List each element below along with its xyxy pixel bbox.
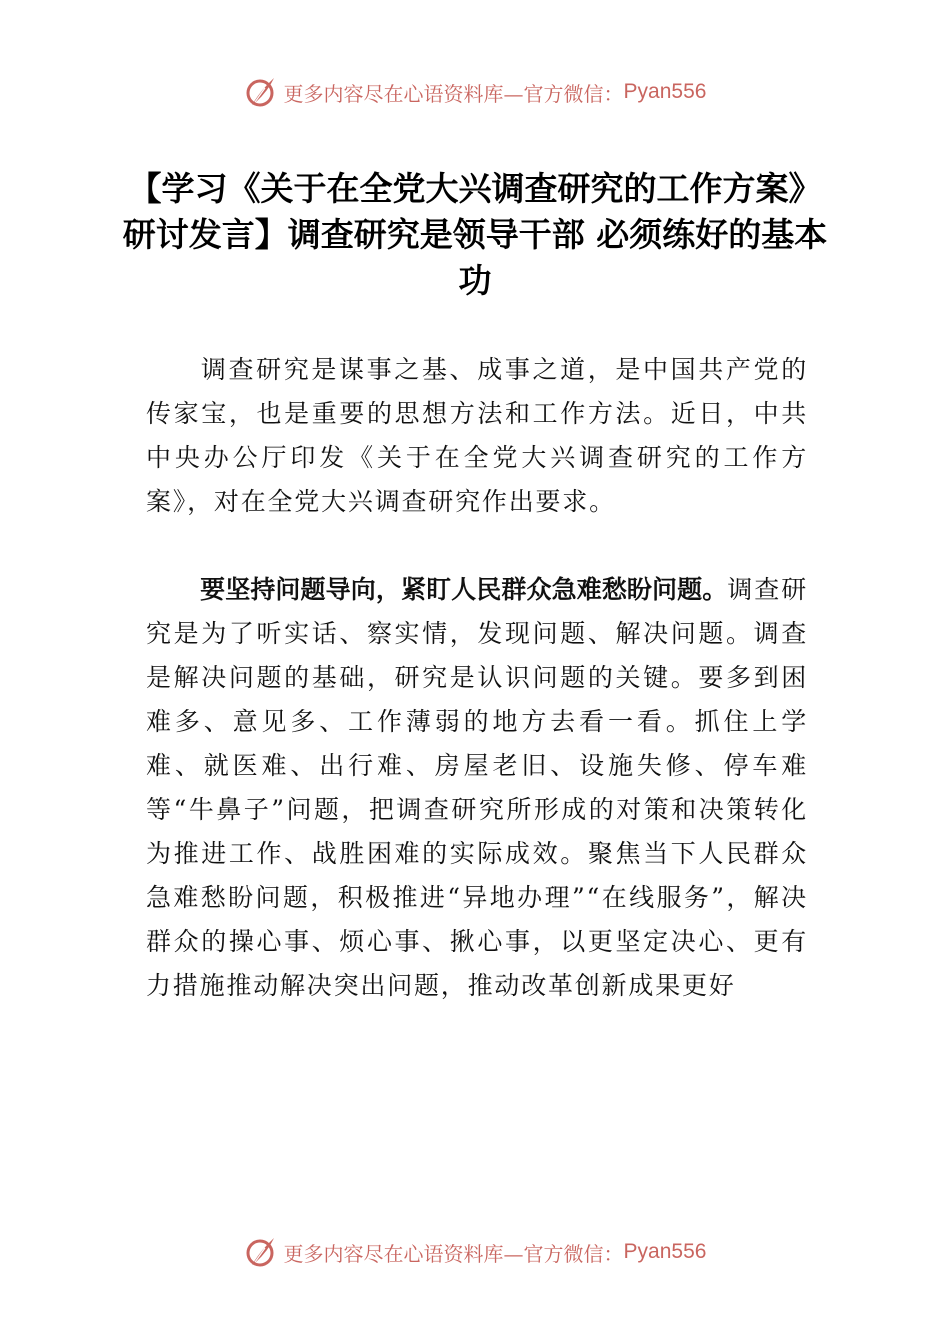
banner-text: 更多内容尽在心语资料库—官方微信：	[283, 1241, 624, 1266]
paragraph-body-text: 调查研究是为了听实话、察实情，发现问题、解决问题。调查是解决问题的基础，研究是认识问题的关键。要多到困难多、意见多、工作薄弱的地方去看一看。抓住上学难、就医难、出行难、房屋老旧、设施失修、停车难等“牛鼻子”问题，把调查研究所形成的对策和决策转化为推进工作、战胜困难的实际成效。聚焦当下人民群众急难愁盼问题，积极推进“异地办理”“在线服务”，解决群众的操心事、烦心事、揪心事，以更坚定决心、更有力措施推动解决突出问题，推动改革创新成果更好	[146, 575, 808, 1000]
wechat-id: Pyan556	[623, 1240, 707, 1263]
paragraph-problem-orientation	[146, 568, 808, 1008]
header-banner-content	[244, 75, 707, 109]
paragraph-lead-sentence: 要坚持问题导向，紧盯人民群众急难愁盼问题。	[200, 575, 728, 604]
quill-logo-icon	[244, 75, 278, 109]
document-title: 【学习《关于在全党大兴调查研究的工作方案》研讨发言】调查研究是领导干部 必须练好的基本功	[122, 169, 828, 300]
paragraph-intro	[146, 348, 808, 524]
wechat-id: Pyan556	[623, 80, 707, 103]
paragraph-intro-text: 调查研究是谋事之基、成事之道，是中国共产党的传家宝，也是重要的思想方法和工作方法。近日，中共中央办公厅印发《关于在全党大兴调查研究的工作方案》，对在全党大兴调查研究作出要求。	[146, 355, 808, 516]
quill-logo-icon	[244, 1235, 278, 1269]
banner-text: 更多内容尽在心语资料库—官方微信：	[283, 81, 624, 106]
footer-banner	[0, 1232, 950, 1272]
footer-banner-content	[244, 1235, 707, 1269]
header-banner	[0, 72, 950, 112]
